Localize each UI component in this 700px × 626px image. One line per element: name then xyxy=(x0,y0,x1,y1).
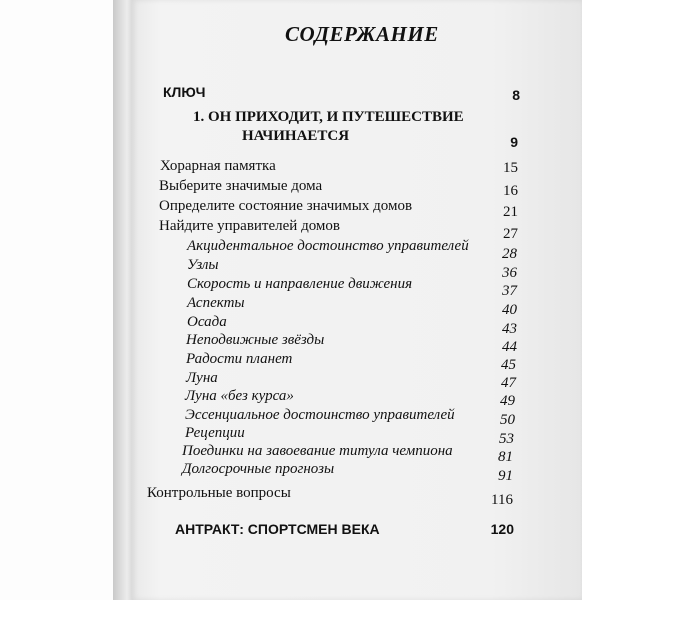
toc-subentry: Узлы xyxy=(187,257,219,273)
toc-entry: Хорарная памятка xyxy=(160,158,276,174)
toc-entry: Выберите значимые дома xyxy=(159,178,323,194)
toc-subentry: Аспекты xyxy=(187,295,245,311)
toc-page: 53 xyxy=(499,431,514,447)
toc-page: 49 xyxy=(500,393,515,409)
toc-page: 50 xyxy=(500,412,515,428)
toc-entry-key: КЛЮЧ xyxy=(163,84,206,100)
toc-subentry: Акцидентальное достоинство управителей xyxy=(187,238,469,254)
toc-page: 28 xyxy=(502,246,517,262)
toc-page: 45 xyxy=(501,357,516,373)
toc-page: 47 xyxy=(501,375,516,391)
toc-entry-chapter-1-line2: НАЧИНАЕТСЯ xyxy=(242,128,350,144)
toc-page: 21 xyxy=(503,204,518,220)
toc-subentry: Луна xyxy=(186,370,218,386)
toc-page: 36 xyxy=(502,265,517,281)
toc-subentry: Поединки на завоевание титула чемпиона xyxy=(182,443,453,459)
toc-page: 37 xyxy=(502,283,517,299)
toc-page: 15 xyxy=(503,160,518,176)
toc-page: 43 xyxy=(502,321,517,337)
toc-page: 44 xyxy=(502,339,517,355)
toc-page: 16 xyxy=(503,183,518,199)
toc-subentry: Эссенциальное достоинство управителей xyxy=(185,407,455,423)
toc-page-key: 8 xyxy=(512,87,520,103)
toc-entry: Определите состояние значимых домов xyxy=(159,198,413,214)
toc-page: 91 xyxy=(498,468,513,484)
toc-subentry: Радости планет xyxy=(186,351,293,367)
page-title: СОДЕРЖАНИЕ xyxy=(285,22,439,46)
toc-subentry: Осада xyxy=(187,314,227,330)
toc-entry-intermission: АНТРАКТ: СПОРТСМЕН ВЕКА xyxy=(175,521,380,537)
toc-entry: Контрольные вопросы xyxy=(147,485,291,501)
toc-entry-chapter-1-line1: 1. ОН ПРИХОДИТ, И ПУТЕШЕСТВИЕ xyxy=(193,109,464,125)
toc-page-chapter-1: 9 xyxy=(510,134,518,150)
toc-subentry: Скорость и направление движения xyxy=(187,276,413,292)
toc-subentry: Луна «без курса» xyxy=(185,388,294,404)
toc-entry: Найдите управителей домов xyxy=(159,218,340,234)
toc-page: 27 xyxy=(503,226,518,242)
toc-subentry: Рецепции xyxy=(185,425,245,441)
toc-page: 116 xyxy=(491,492,513,508)
toc-subentry: Неподвижные звёзды xyxy=(186,332,325,348)
toc-subentry: Долгосрочные прогнозы xyxy=(182,461,335,477)
toc-page: 81 xyxy=(498,449,513,465)
toc-page-intermission: 120 xyxy=(490,521,514,537)
toc-page: 40 xyxy=(502,302,517,318)
